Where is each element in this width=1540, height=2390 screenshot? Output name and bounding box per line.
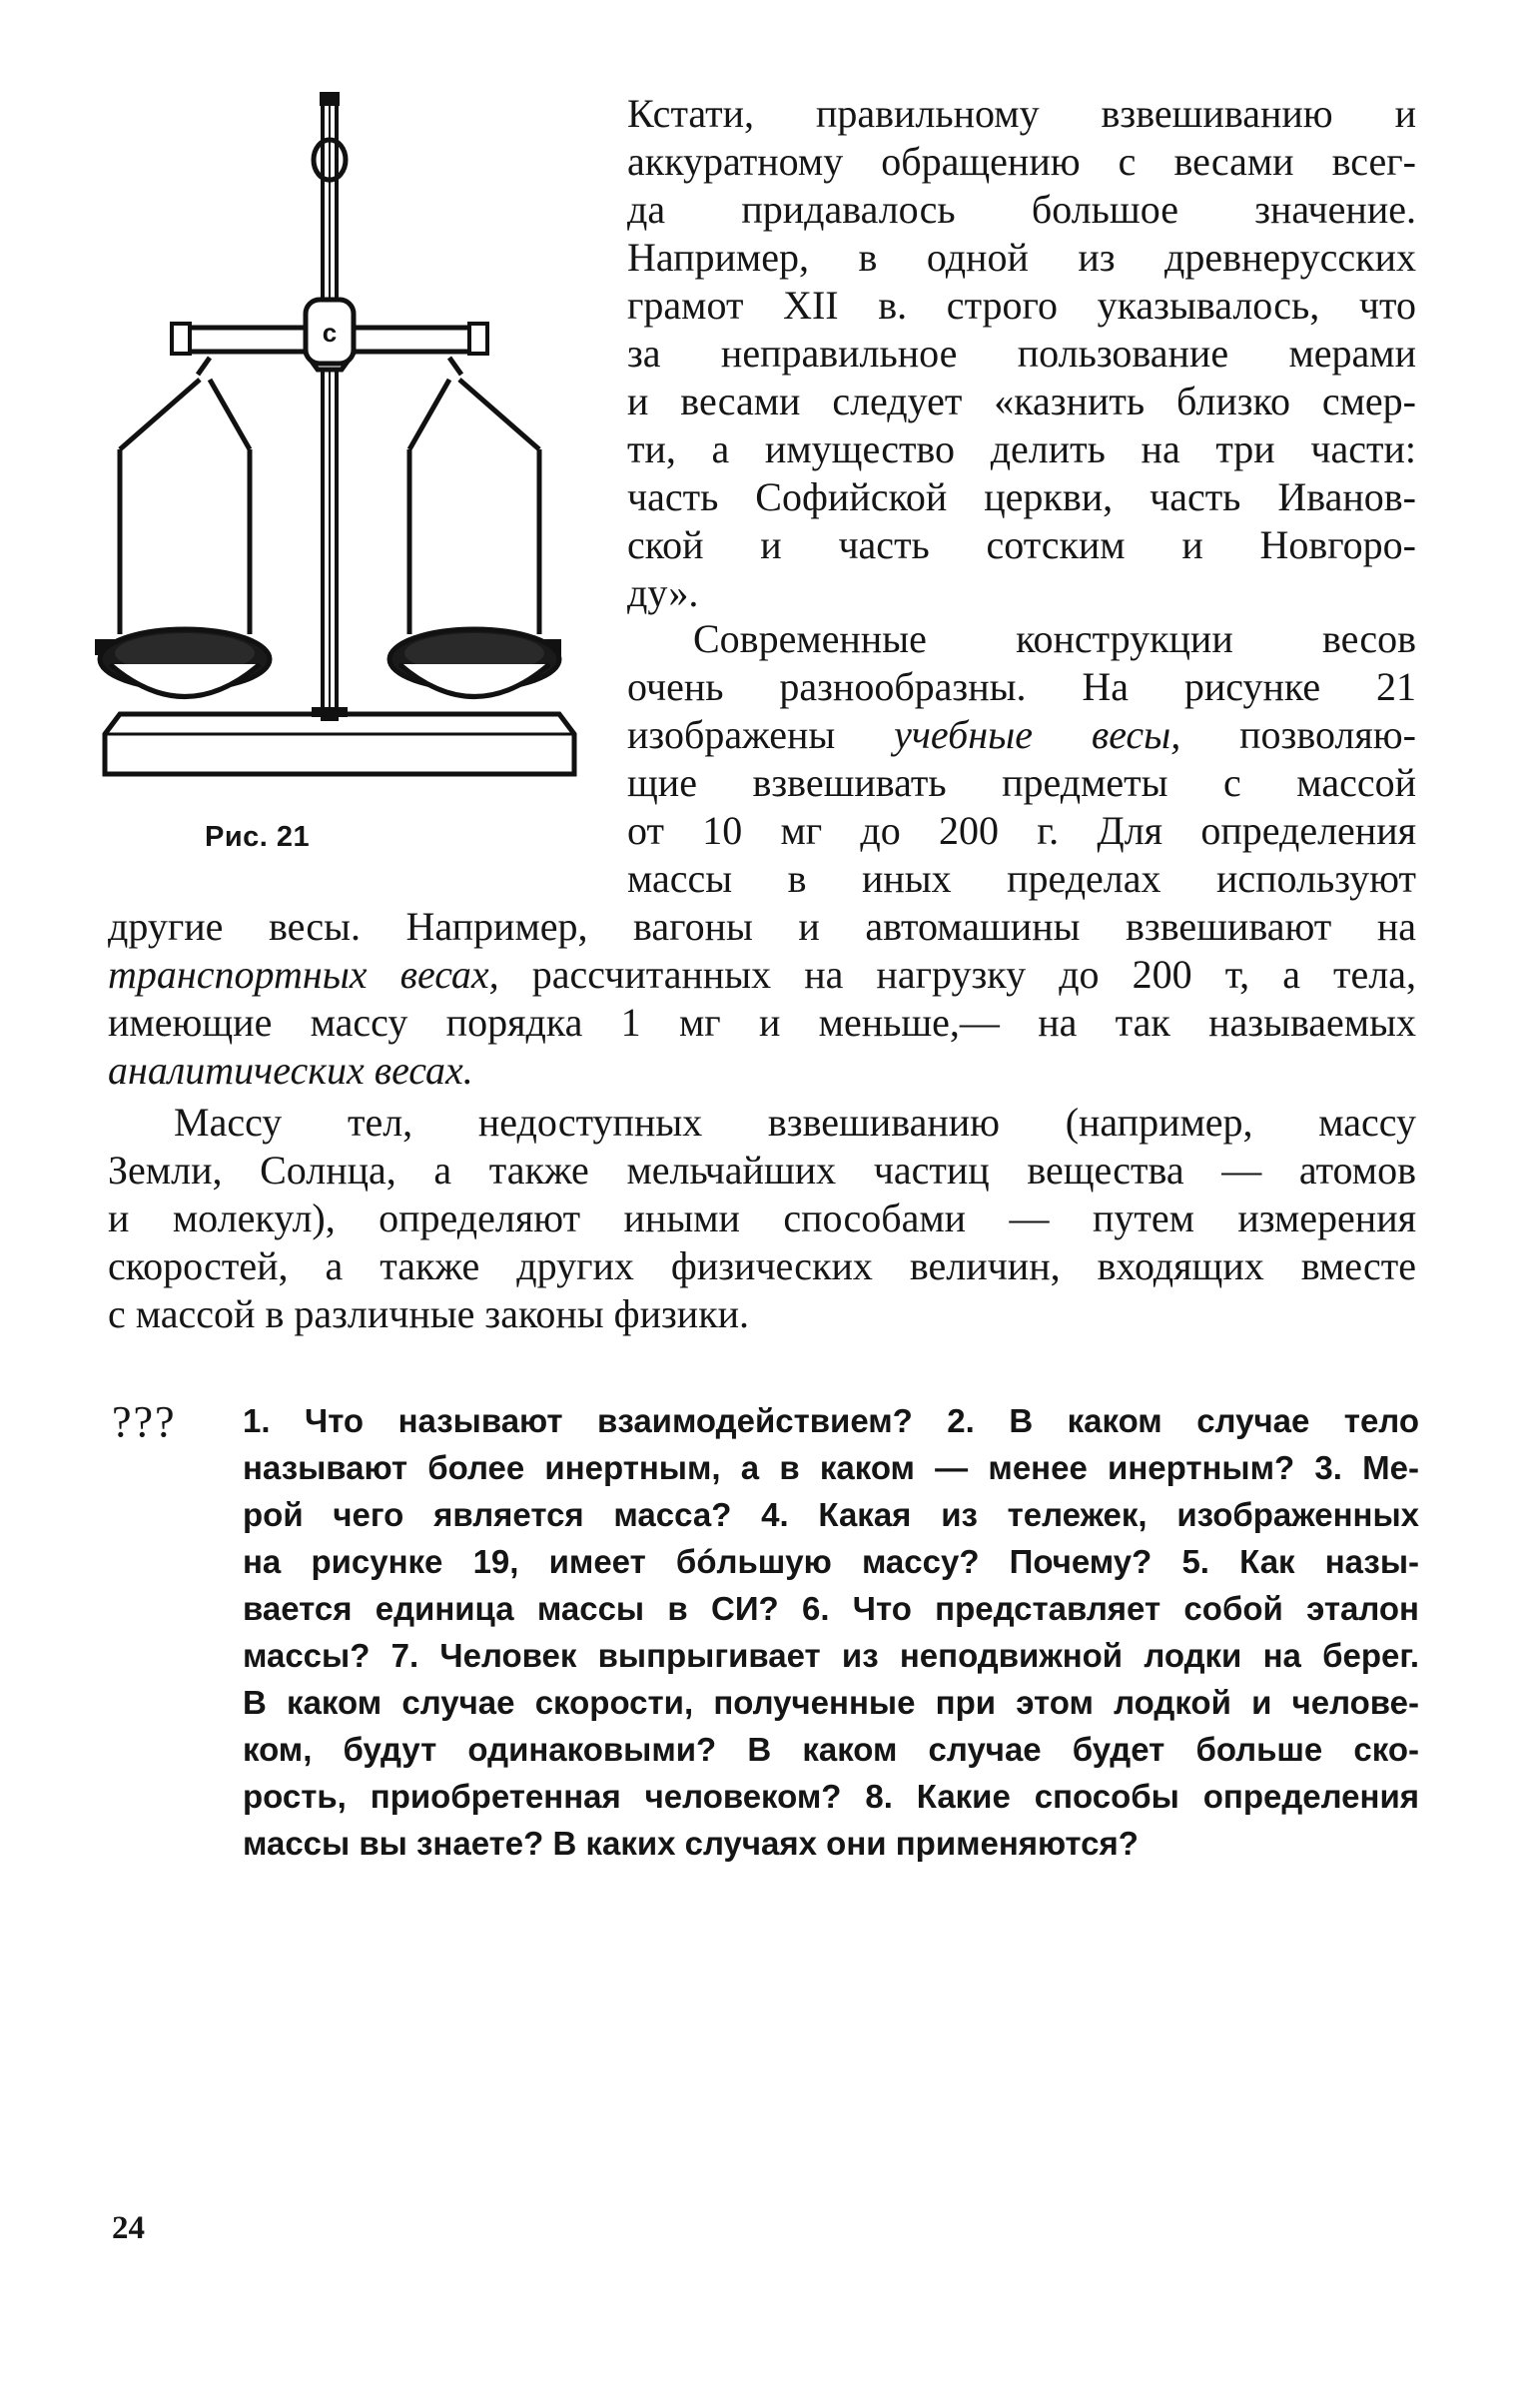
text-line: скоростей, а также других физических величин, входящих вместе [108,1243,1416,1288]
text-fragment: рассчитанных на нагрузку до 200 т, а тела, [498,952,1417,997]
term-educational-scales: учебные весы, [894,712,1181,757]
text-line: за неправильное пользование мерами [627,331,1416,376]
text-line [627,711,1416,759]
text-line: и весами следует «казнить близко смер- [627,379,1416,423]
text-line: и молекул), определяют иными способами — путем измерения [108,1195,1416,1240]
figure-caption: Рис. 21 [205,821,311,853]
question-line: вается единица массы в СИ? 6. Что представляет собой эталон [243,1590,1419,1627]
text-fragment: позволяю- [1180,712,1416,757]
text-line: Кстати, правильному взвешиванию и [627,91,1416,136]
question-line: ком, будут одинаковыми? В каком случае будет больше ско- [243,1731,1419,1768]
text-line: Например, в одной из древнерусских [627,235,1416,280]
question-line: рость, приобретенная человеком? 8. Какие способы определения [243,1778,1419,1815]
text-line: Современные конструкции весов [693,616,1416,661]
question-line: рой чего является масса? 4. Какая из тележек, изображенных [243,1496,1419,1533]
scale-letter: c [322,318,338,348]
term-analytical-scales: аналитических весах. [108,1048,473,1093]
text-line: часть Софийской церкви, часть Иванов- [627,474,1416,519]
text-line: от 10 мг до 200 г. Для определения [627,808,1416,853]
term-transport-scales: транспортных весах, [108,952,499,997]
question-line: на рисунке 19, имеет бóльшую массу? Почему? 5. Как назы- [243,1543,1419,1580]
page-number: 24 [112,2210,145,2246]
text-line [108,951,1416,999]
text-line: с массой в различные законы физики. [108,1291,750,1336]
text-line: грамот XII в. строго указывалось, что [627,283,1416,328]
question-line: массы вы знаете? В каких случаях они применяются? [243,1825,1139,1862]
paragraph-modern-scales [108,615,1416,1095]
text-line: массы в иных пределах используют [627,856,1416,901]
text-line: другие весы. Например, вагоны и автомашины взвешивают на [108,904,1416,949]
text-line: Массу тел, недоступных взвешиванию (например, массу [174,1100,1416,1145]
question-line: называют более инертным, а в каком — менее инертным? 3. Ме- [243,1449,1419,1486]
text-line: аккуратному обращению с весами всег- [627,139,1416,184]
text-line: щие взвешивать предметы с массой [627,760,1416,805]
text-line: имеющие массу порядка 1 мг и меньше,— на так называемых [108,1000,1416,1045]
text-line: ду». [627,570,699,615]
text-line: да придавалось большое значение. [627,187,1416,232]
text-line: ти, а имущество делить на три части: [627,426,1416,471]
text-line: Земли, Солнца, а также мельчайших частиц вещества — атомов [108,1148,1416,1193]
text-line: очень разнообразны. На рисунке 21 [627,664,1416,709]
text-line: ской и часть сотским и Новгоро- [627,522,1416,567]
text-fragment: изображены [627,712,895,757]
question-line: В каком случае скорости, полученные при этом лодкой и челове- [243,1684,1419,1721]
question-line: массы? 7. Человек выпрыгивает из неподвижной лодки на берег. [243,1637,1419,1674]
paragraph-weighing-history [627,90,1416,617]
question-line: 1. Что называют взаимодействием? 2. В каком случае тело [243,1402,1419,1439]
questions-marker: ??? [112,1397,177,1446]
review-questions [243,1397,1419,1867]
paragraph-indirect-methods [108,1099,1416,1338]
